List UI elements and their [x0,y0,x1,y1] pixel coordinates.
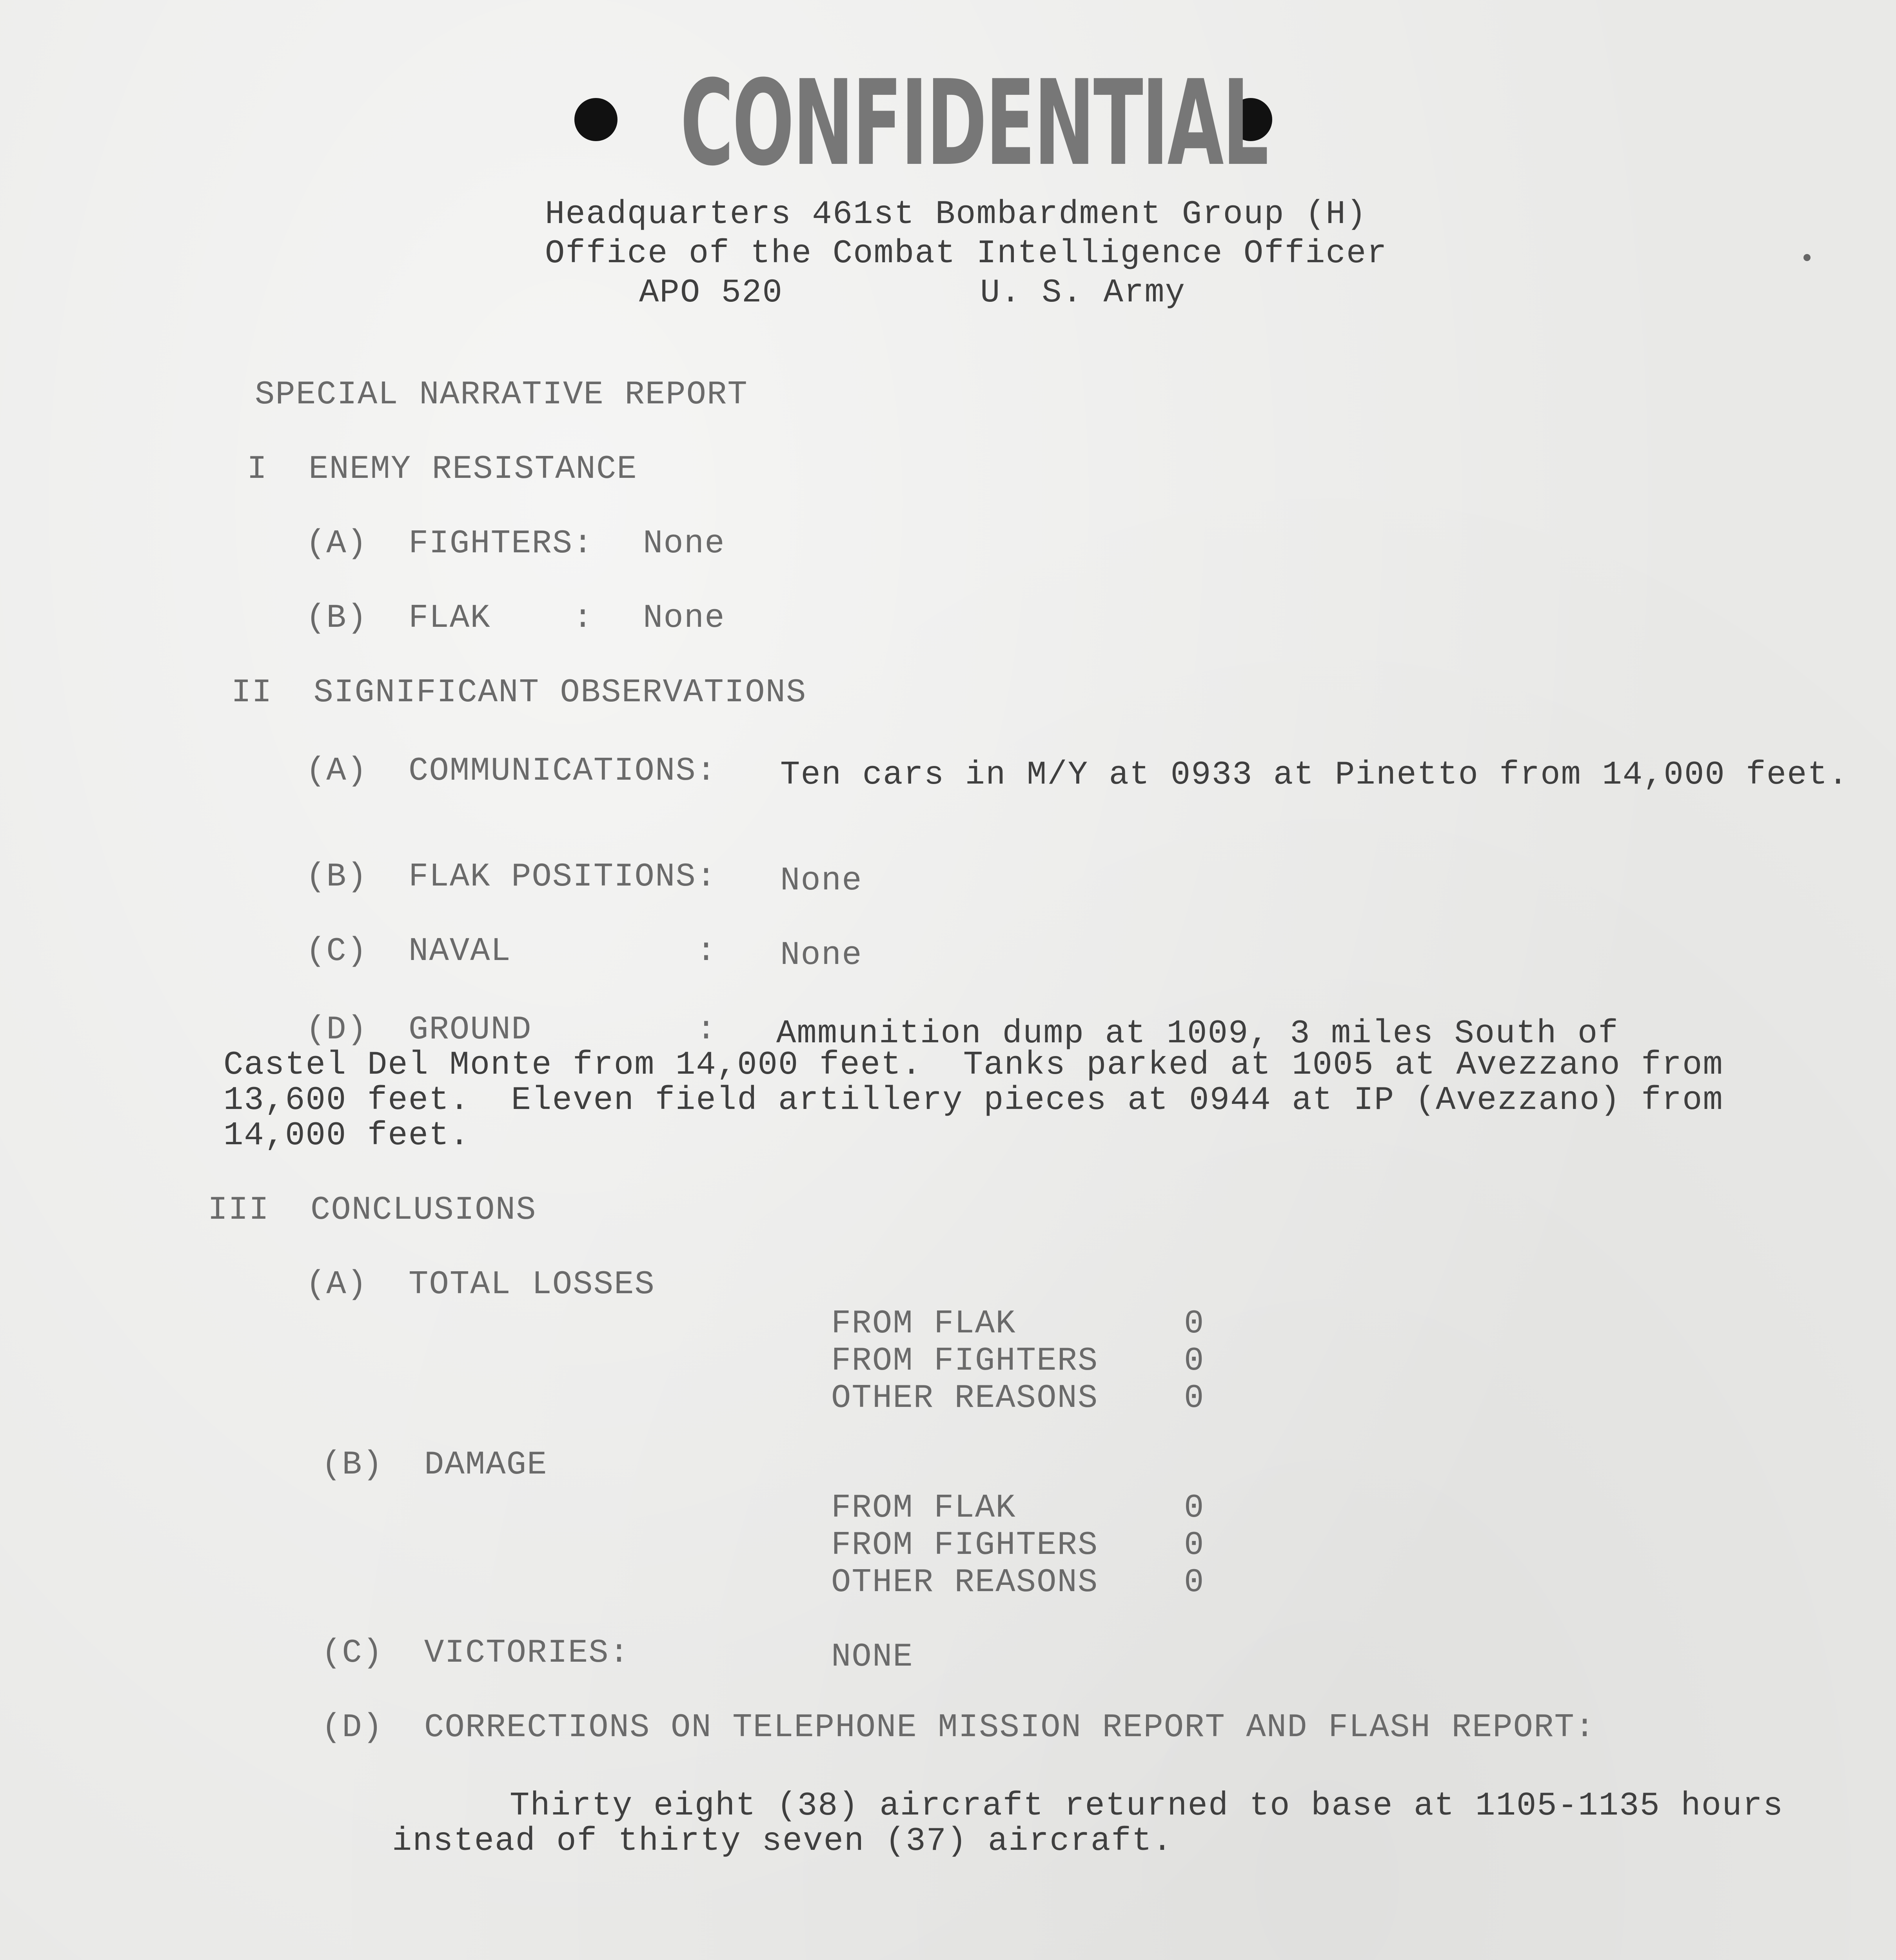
stray-mark [1803,254,1811,261]
victories-label: (C) VICTORIES: [321,1635,630,1672]
confidential-stamp-top: CONFIDENTIAL [680,55,1268,192]
corrections-line-2: instead of thirty seven (37) aircraft. [392,1823,1173,1860]
ground-line-2: Castel Del Monte from 14,000 feet. Tanks parked at 1005 at Avezzano from [223,1047,1723,1084]
section-3-heading: III CONCLUSIONS [208,1192,537,1229]
damage-label: (B) DAMAGE [321,1446,548,1484]
ground-line-3: 13,600 feet. Eleven field artillery pieces at 0944 at IP (Avezzano) from [223,1082,1723,1119]
section-2-heading: II SIGNIFICANT OBSERVATIONS [231,674,807,711]
losses-flak-label: FROM FLAK [831,1305,1016,1343]
ground-line-4: 14,000 feet. [223,1117,470,1154]
header-line-1: Headquarters 461st Bombardment Group (H) [545,196,1367,233]
header-line-2: Office of the Combat Intelligence Officer [545,235,1387,272]
ground-label: (D) GROUND : [306,1011,717,1049]
flak-label: (B) FLAK : [306,600,594,637]
naval-value: None [780,937,863,974]
corrections-label: (D) CORRECTIONS ON TELEPHONE MISSION REPORT AND FLASH REPORT: [321,1709,1596,1746]
report-title: SPECIAL NARRATIVE REPORT [255,376,748,414]
communications-value: Ten cars in M/Y at 0933 at Pinetto from 14,000 feet. [780,757,1849,794]
fighters-label: (A) FIGHTERS: [306,525,594,563]
punch-hole-left [574,98,617,141]
ground-line-1: Ammunition dump at 1009, 3 miles South of [776,1015,1619,1053]
damage-other-value: 0 [1184,1564,1205,1601]
losses-fighters-label: FROM FIGHTERS [831,1343,1099,1380]
damage-fighters-label: FROM FIGHTERS [831,1527,1099,1564]
flak-positions-label: (B) FLAK POSITIONS: [306,858,717,896]
flak-positions-value: None [780,862,863,900]
losses-fighters-value: 0 [1184,1343,1205,1380]
losses-other-label: OTHER REASONS [831,1380,1099,1417]
corrections-line-1: Thirty eight (38) aircraft returned to base at 1105-1135 hours [510,1788,1784,1825]
communications-label: (A) COMMUNICATIONS: [306,753,717,790]
damage-fighters-value: 0 [1184,1527,1205,1564]
section-1-heading: I ENEMY RESISTANCE [247,451,637,488]
flak-value: None [643,600,725,637]
damage-flak-value: 0 [1184,1490,1205,1527]
victories-value: NONE [831,1639,913,1676]
damage-other-label: OTHER REASONS [831,1564,1099,1601]
losses-other-value: 0 [1184,1380,1205,1417]
total-losses-label: (A) TOTAL LOSSES [306,1266,655,1303]
naval-label: (C) NAVAL : [306,933,717,970]
damage-flak-label: FROM FLAK [831,1490,1016,1527]
header-army: U. S. Army [980,274,1186,312]
header-apo: APO 520 [639,274,783,312]
losses-flak-value: 0 [1184,1305,1205,1343]
fighters-value: None [643,525,725,563]
